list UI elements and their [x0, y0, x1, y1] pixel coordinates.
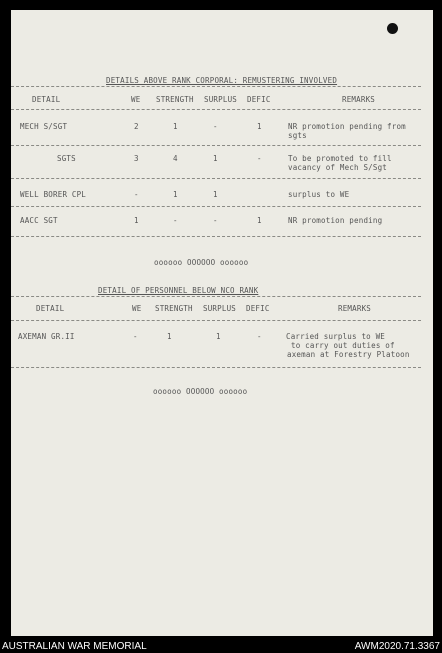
- header-surplus: SURPLUS: [203, 304, 237, 313]
- row-remarks-line: surplus to WE: [288, 190, 350, 199]
- header-surplus: SURPLUS: [204, 95, 238, 104]
- header-remarks: REMARKS: [342, 95, 376, 104]
- row-remarks-line: NR promotion pending: [288, 216, 383, 225]
- rule: [11, 236, 421, 237]
- section1-title: DETAILS ABOVE RANK CORPORAL: REMUSTERING INVOLVED: [106, 76, 338, 85]
- row-we: -: [134, 190, 139, 199]
- row-surplus: 1: [213, 154, 218, 163]
- footer-id: AWM2020.71.3367: [354, 641, 440, 652]
- rule: [11, 86, 421, 87]
- header-we: WE: [131, 95, 141, 104]
- header-detail: DETAIL: [32, 95, 61, 104]
- row-remarks-line: To be promoted to fill: [288, 154, 392, 163]
- rule: [11, 145, 421, 146]
- header-defic: DEFIC: [247, 95, 271, 104]
- row-surplus: -: [213, 216, 218, 225]
- header-remarks: REMARKS: [338, 304, 372, 313]
- row-defic: 1: [257, 216, 262, 225]
- separator: oooooo OOOOOO oooooo: [153, 387, 248, 396]
- row-strength: 1: [173, 122, 178, 131]
- section2-title: DETAIL OF PERSONNEL BELOW NCO RANK: [98, 286, 259, 295]
- row-surplus: 1: [213, 190, 218, 199]
- row-surplus: -: [213, 122, 218, 131]
- row-strength: 1: [167, 332, 172, 341]
- row-remarks-line: axeman at Forestry Platoon: [287, 350, 410, 359]
- rule: [11, 367, 421, 368]
- row-detail: SGTS: [57, 154, 76, 163]
- row-defic: 1: [257, 122, 262, 131]
- rule: [11, 109, 421, 110]
- row-defic: -: [257, 154, 262, 163]
- row-remarks-line: Carried surplus to WE: [286, 332, 386, 341]
- footer-source: AUSTRALIAN WAR MEMORIAL: [2, 641, 147, 652]
- header-detail: DETAIL: [36, 304, 65, 313]
- header-defic: DEFIC: [246, 304, 270, 313]
- row-we: -: [133, 332, 138, 341]
- row-strength: 1: [173, 190, 178, 199]
- row-detail: MECH S/SGT: [20, 122, 68, 131]
- row-we: 3: [134, 154, 139, 163]
- row-we: 1: [134, 216, 139, 225]
- row-surplus: 1: [216, 332, 221, 341]
- row-remarks-line: vacancy of Mech S/Sgt: [288, 163, 388, 172]
- row-strength: 4: [173, 154, 178, 163]
- row-defic: -: [257, 332, 262, 341]
- row-remarks-line: NR promotion pending from: [288, 122, 406, 131]
- separator: oooooo OOOOOO oooooo: [154, 258, 249, 267]
- header-we: WE: [132, 304, 142, 313]
- rule: [11, 296, 421, 297]
- row-strength: -: [173, 216, 178, 225]
- rule: [11, 320, 421, 321]
- row-detail: WELL BORER CPL: [20, 190, 87, 199]
- row-detail: AXEMAN GR.II: [18, 332, 75, 341]
- header-strength: STRENGTH: [156, 95, 194, 104]
- row-detail: AACC SGT: [20, 216, 58, 225]
- row-remarks-line: to carry out duties of: [291, 341, 395, 350]
- rule: [11, 206, 421, 207]
- row-remarks-line: sgts: [288, 131, 307, 140]
- row-we: 2: [134, 122, 139, 131]
- punch-hole: [387, 23, 398, 34]
- rule: [11, 178, 421, 179]
- header-strength: STRENGTH: [155, 304, 193, 313]
